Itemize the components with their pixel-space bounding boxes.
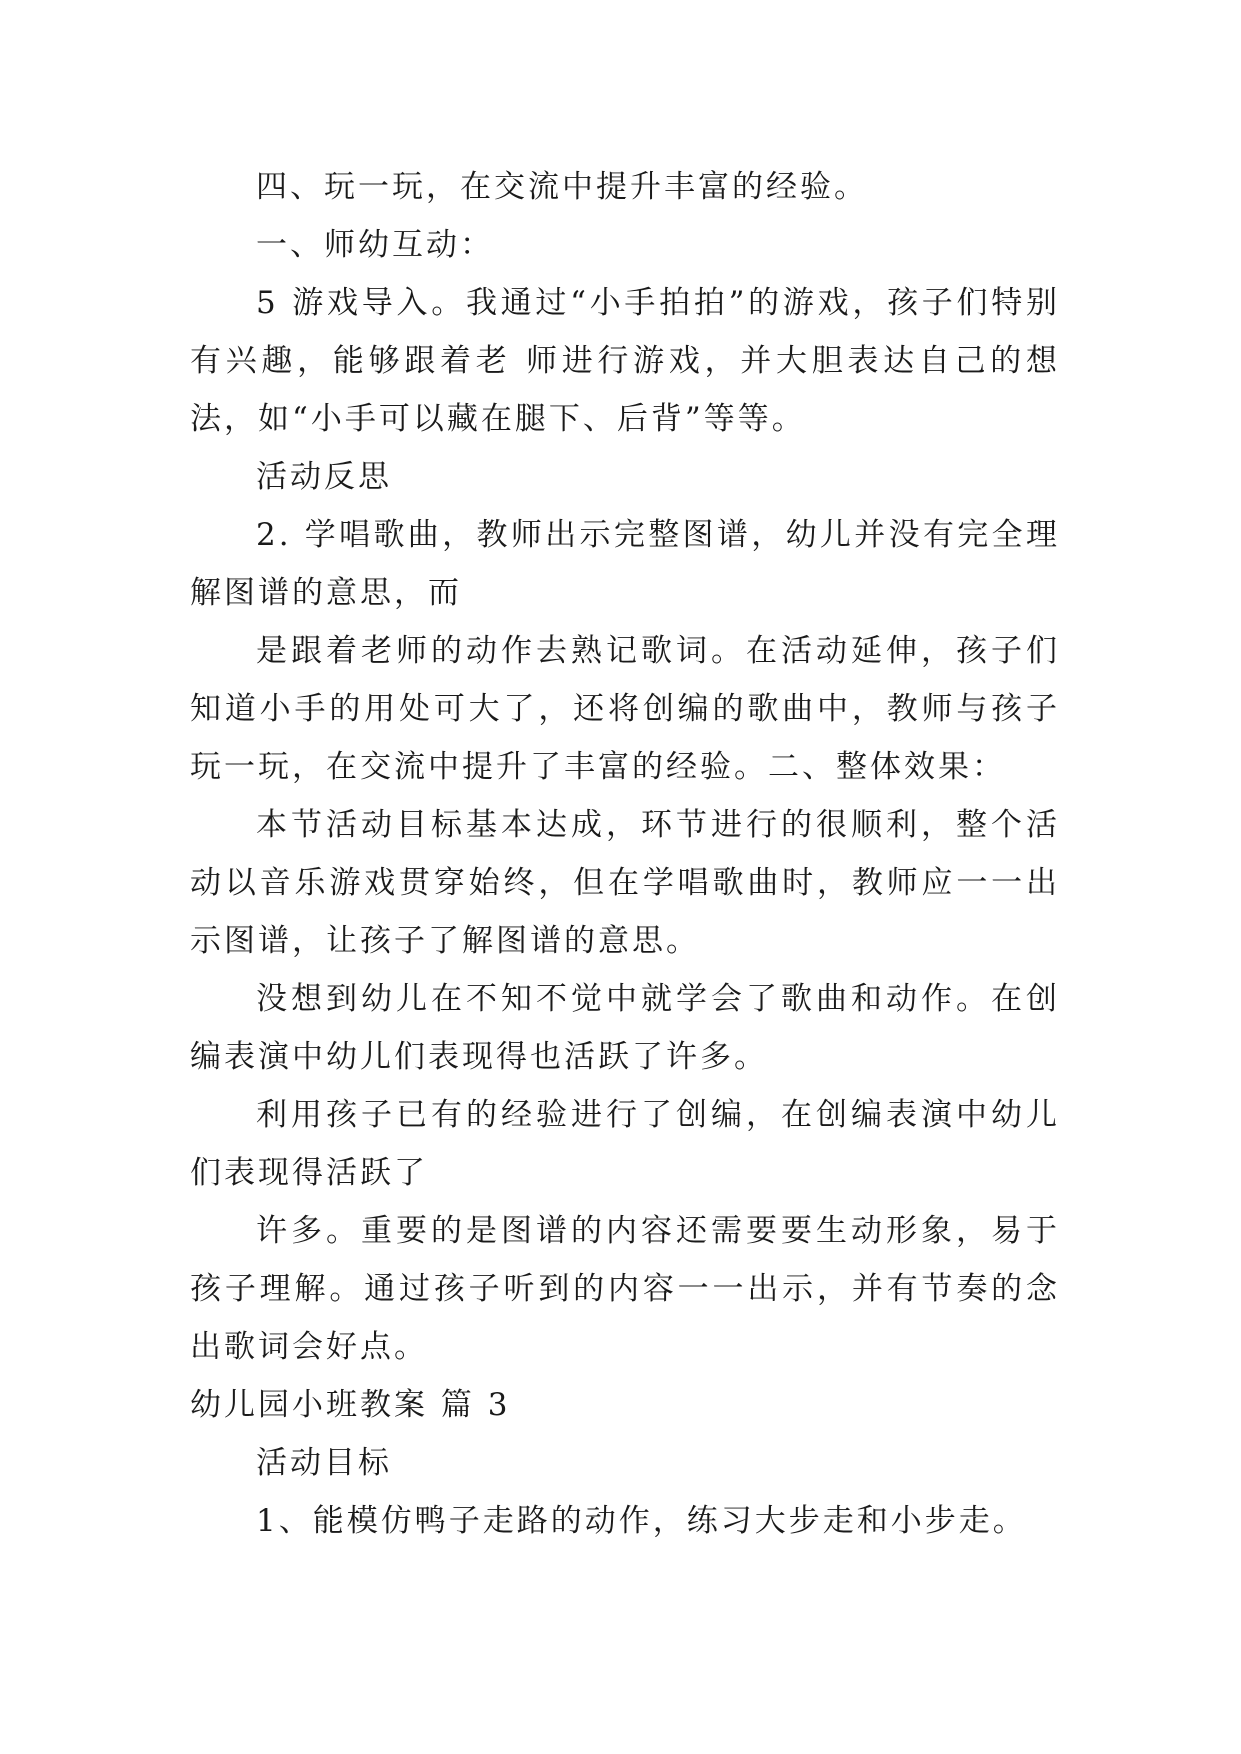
paragraph-step-four: 四、玩一玩，在交流中提升丰富的经验。 bbox=[256, 169, 868, 205]
paragraph-unexpected-learning: 没想到幼儿在不知不觉中就学会了歌曲和动作。在创编表演中幼儿们表现得也活跃了许多。 bbox=[190, 981, 1060, 1075]
paragraph-follow-teacher: 是跟着老师的动作去熟记歌词。在活动延伸，孩子们知道小手的用处可大了，还将创编的歌曲中，教师与孩子玩一玩，在交流中提升了丰富的经验。二、整体效果： bbox=[190, 633, 1060, 785]
paragraph-activity-goals: 活动目标 bbox=[256, 1445, 392, 1481]
paragraph-teacher-child-interaction: 一、师幼互动： bbox=[256, 227, 494, 263]
section-heading: 幼儿园小班教案 篇 3 bbox=[190, 1387, 511, 1423]
paragraph-use-experience: 利用孩子已有的经验进行了创编，在创编表演中幼儿们表现得活跃了 bbox=[190, 1097, 1060, 1191]
paragraph-goal-one: 1、能模仿鸭子走路的动作，练习大步走和小步走。 bbox=[256, 1503, 1027, 1539]
paragraph-improvement: 许多。重要的是图谱的内容还需要要生动形象，易于孩子理解。通过孩子听到的内容一一出示，并有节奏的念出歌词会好点。 bbox=[190, 1213, 1060, 1365]
paragraph-learn-song: 2. 学唱歌曲，教师出示完整图谱，幼儿并没有完全理解图谱的意思，而 bbox=[190, 517, 1060, 611]
paragraph-activity-reflection: 活动反思 bbox=[256, 459, 392, 495]
paragraph-game-intro: 5 游戏导入。我通过“小手拍拍”的游戏，孩子们特别有兴趣，能够跟着老 师进行游戏，并大胆表达自己的想法，如“小手可以藏在腿下、后背”等等。 bbox=[190, 285, 1060, 437]
paragraph-overall-effect: 本节活动目标基本达成，环节进行的很顺利，整个活动以音乐游戏贯穿始终，但在学唱歌曲时，教师应一一出示图谱，让孩子了解图谱的意思。 bbox=[190, 807, 1060, 959]
document-body bbox=[190, 158, 1060, 1550]
